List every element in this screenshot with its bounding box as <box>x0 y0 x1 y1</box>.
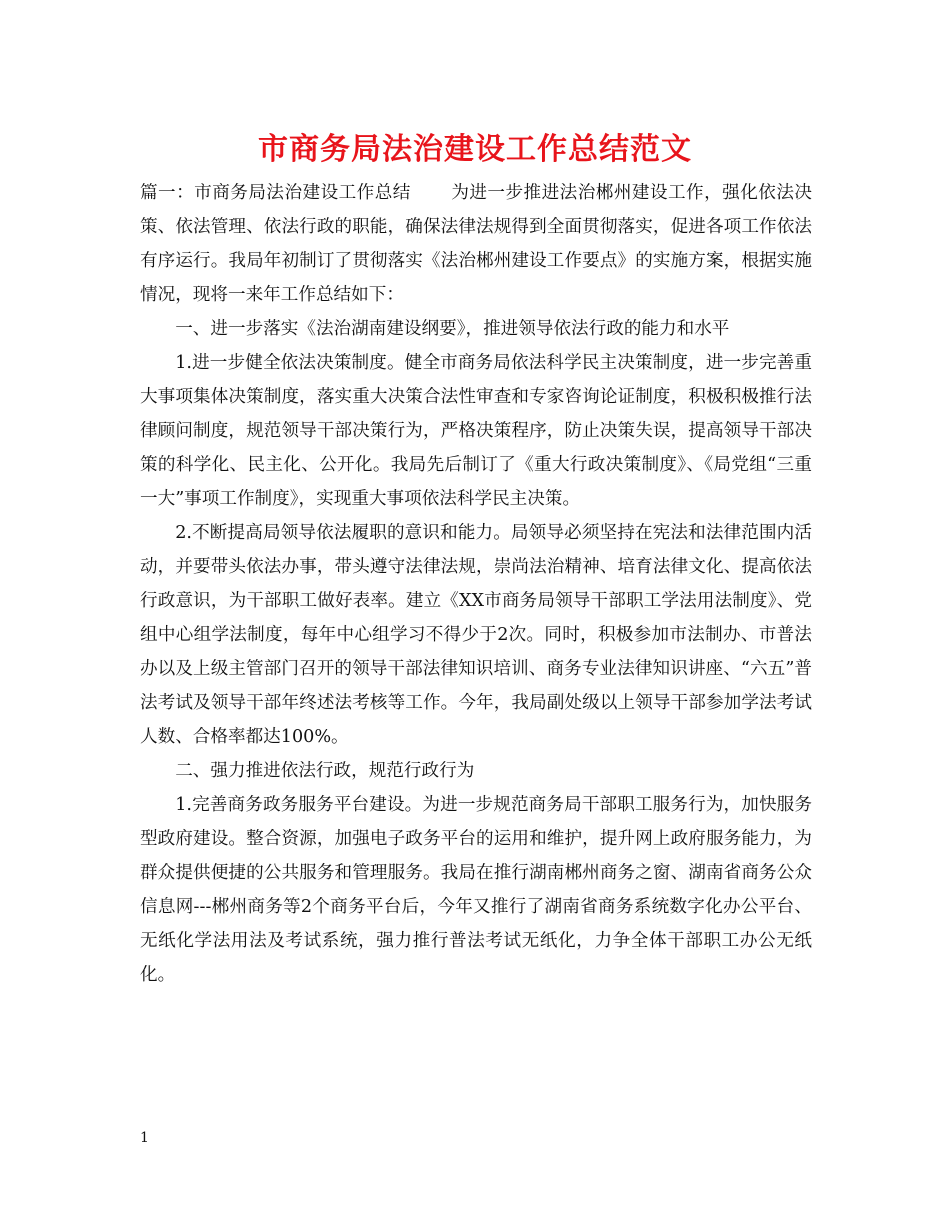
section-heading-2: 二、强力推进依法行政，规范行政行为 <box>175 761 475 781</box>
document-body <box>140 176 812 992</box>
page-number: 1 <box>140 1130 149 1146</box>
paragraph-1-1: 1.进一步健全依法决策制度。健全市商务局依法科学民主决策制度，进一步完善重大事项集体决策制度，落实重大决策合法性审查和专家咨询论证制度，积极积极推行法律顾问制度，规范领导干部决策行为，严格决策程序，防止决策失误，提高领导干部决策的科学化、民主化、公开化。我局先后制订了《重大行政决策制度》、《局党组“三重一大”事项工作制度》，实现重大事项依法科学民主决策。 <box>140 353 812 509</box>
document-title: 市商务局法治建设工作总结范文 <box>258 132 692 167</box>
intro-paragraph <box>140 176 812 312</box>
paragraph-2-1: 1.完善商务政务服务平台建设。为进一步规范商务局干部职工服务行为，加快服务型政府建设。整合资源，加强电子政务平台的运用和维护，提升网上政府服务能力，为群众提供便捷的公共服务和管理服务。我局在推行湖南郴州商务之窗、湖南省商务公众信息网---郴州商务等2个商务平台后，今年又推行了湖南省商务系统数字化办公平台、无纸化学法用法及考试系统，强力推行普法考试无纸化，力争全体干部职工办公无纸化。 <box>140 795 812 985</box>
paragraph-1-2: 2.不断提高局领导依法履职的意识和能力。局领导必须坚持在宪法和法律范围内活动，并要带头依法办事，带头遵守法律法规，崇尚法治精神、培育法律文化、提高依法行政意识，为干部职工做好表率。建立《XX市商务局领导干部职工学法用法制度》、党组中心组学法制度，每年中心组学习不得少于2次。同时，积极参加市法制办、市普法办以及上级主管部门召开的领导干部法律知识培训、商务专业法律知识讲座、“六五”普法考试及领导干部年终述法考核等工作。今年，我局副处级以上领导干部参加学法考试人数、合格率都达100%。 <box>140 523 812 747</box>
intro-text: 为进一步推进法治郴州建设工作，强化依法决策、依法管理、依法行政的职能，确保法律法规得到全面贯彻落实，促进各项工作依法有序运行。我局年初制订了贯彻落实《法治郴州建设工作要点》的实施方案，根据实施情况，现将一来年工作总结如下： <box>140 183 812 305</box>
section-heading-1: 一、进一步落实《法治湖南建设纲要》，推进领导依法行政的能力和水平 <box>175 319 730 339</box>
intro-lead: 篇一：市商务局法治建设工作总结 <box>140 183 411 203</box>
